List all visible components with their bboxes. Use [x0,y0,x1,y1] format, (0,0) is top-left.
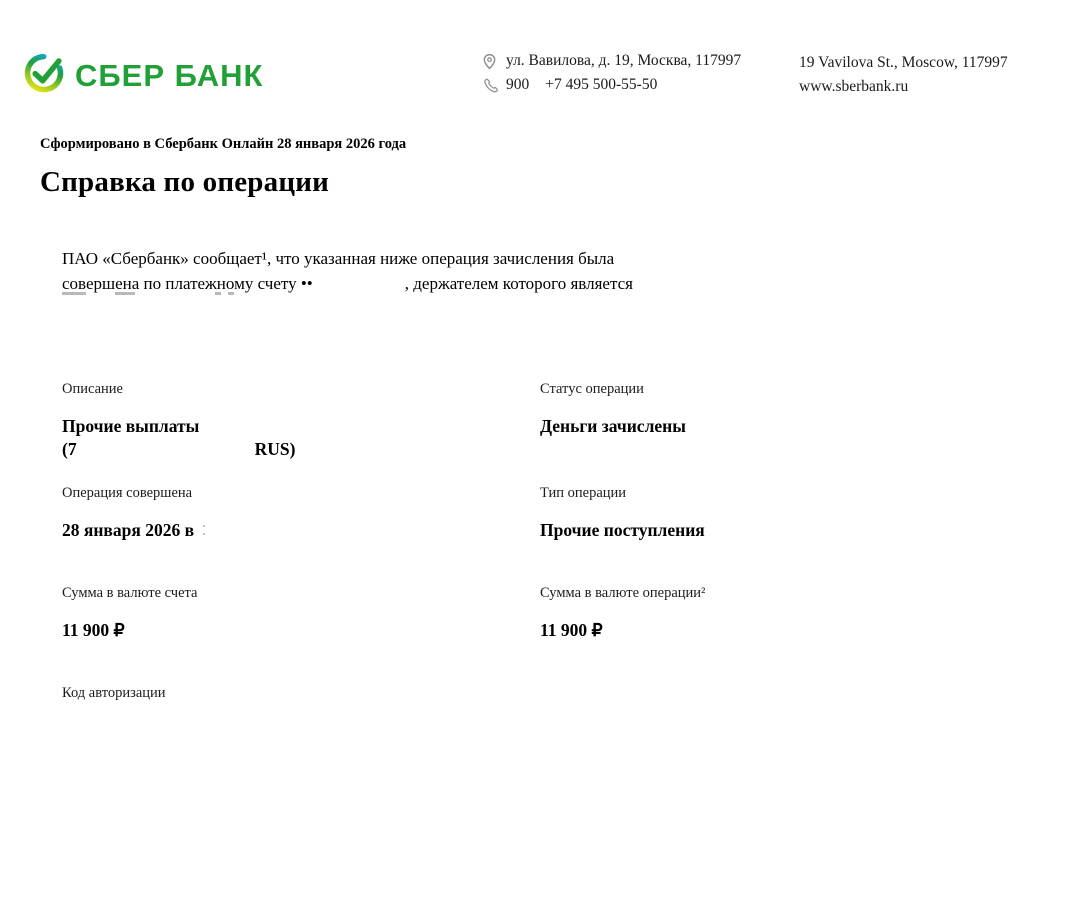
field-description-label: Описание [62,381,123,397]
bank-address-en: 19 Vavilova St., Moscow, 117997 [799,54,1008,71]
field-description [62,381,295,461]
redacted-time-remnant [203,525,205,536]
intro-line-1: ПАО «Сбербанк» сообщает¹, что указанная ниже операция зачисления была [62,249,615,268]
field-performed-label: Операция совершена [62,485,193,501]
bank-contacts [483,49,741,97]
field-status-value: Деньги зачислены [540,416,686,436]
bank-address-ru: ул. Вавилова, д. 19, Москва, 117997 [506,52,742,69]
page-title: Справка по операции [40,166,330,198]
field-auth-code [62,685,166,719]
sberbank-logo [22,50,263,99]
field-amount-account [62,585,197,642]
location-pin-icon [483,53,500,70]
intro-line-2-prefix: совершена по платежному счету •• [62,273,313,293]
generated-line: Сформировано в Сбербанк Онлайн 28 января 2026 года [40,136,407,152]
field-performed-value: 28 января 2026 в [62,519,205,542]
field-type [540,485,705,542]
field-type-value: Прочие поступления [540,520,705,540]
field-status-label: Статус операции [540,381,644,397]
sberbank-check-icon [22,50,66,99]
logo-wordmark: СБЕР БАНК [75,58,264,93]
field-amount-operation-label: Сумма в валюте операции² [540,585,706,601]
bank-phone-full: +7 495 500-55-50 [545,76,658,93]
intro-paragraph [62,247,762,296]
bank-website: www.sberbank.ru [799,78,909,95]
bank-phone-short: 900 [506,76,530,93]
field-amount-operation-value: 11 900 ₽ [540,620,603,640]
field-amount-account-label: Сумма в валюте счета [62,585,198,601]
field-description-value: Прочие выплаты (7 RUS) [62,416,296,459]
field-performed [62,485,205,542]
redacted-holder-name-remnants [62,292,302,296]
phone-icon [483,78,500,93]
address-row [483,49,741,73]
field-amount-operation [540,585,705,642]
intro-line-2-suffix: , держателем которого является [404,273,633,293]
field-amount-account-value: 11 900 ₽ [62,620,125,640]
phone-row [483,73,741,97]
field-auth-code-label: Код авторизации [62,685,166,701]
bank-contacts-en [799,51,1008,99]
field-status [540,381,686,438]
field-type-label: Тип операции [540,485,627,501]
